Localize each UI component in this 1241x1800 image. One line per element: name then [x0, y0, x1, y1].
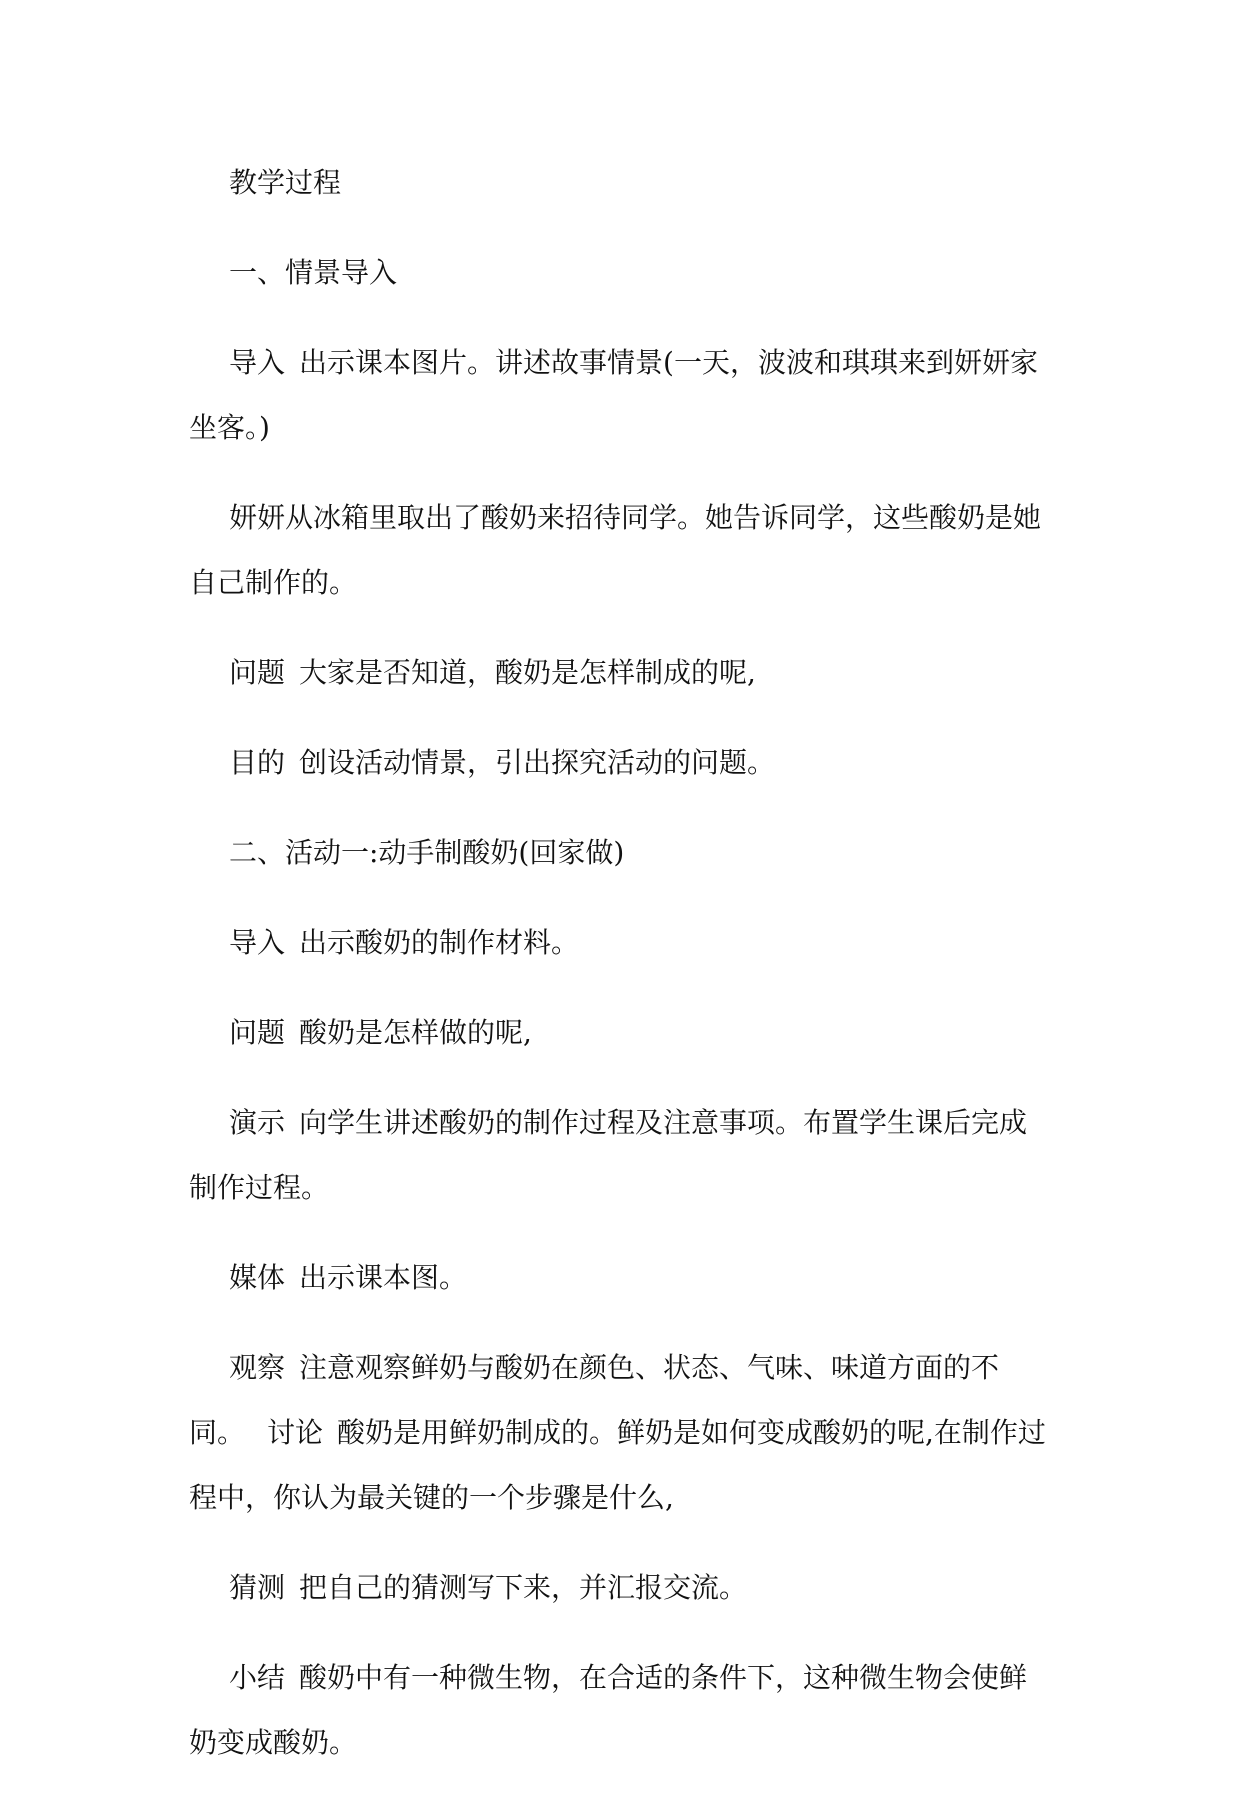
paragraph-text: 大家是否知道，酸奶是怎样制成的呢,: [299, 656, 756, 689]
paragraph-label: 导入: [229, 926, 286, 959]
paragraph-question-1: [189, 640, 1055, 705]
paragraph-text: 向学生讲述酸奶的制作过程及注意事项。布置学生课后完成制作过程。: [189, 1106, 1028, 1204]
paragraph-question-2: [189, 1000, 1055, 1065]
paragraph-label: 问题: [229, 656, 286, 689]
section-heading-2: 二、活动一:动手制酸奶(回家做): [229, 836, 625, 869]
paragraph-label: 问题: [229, 1016, 286, 1049]
paragraph-summary: [189, 1645, 1055, 1775]
paragraph-guess: [189, 1555, 1055, 1620]
paragraph-label: 演示: [229, 1106, 286, 1139]
paragraph-yanyan: 妍妍从冰箱里取出了酸奶来招待同学。她告诉同学，这些酸奶是她自己制作的。: [189, 501, 1042, 599]
paragraph-goal: [189, 730, 1055, 795]
paragraph-text: 把自己的猜测写下来，并汇报交流。: [299, 1571, 748, 1604]
paragraph-text: 出示课本图片。讲述故事情景(一天，波波和琪琪来到妍妍家坐客。): [189, 346, 1038, 444]
paragraph-label: 小结: [229, 1661, 286, 1694]
section-heading-1: 一、情景导入: [229, 256, 398, 289]
paragraph-text: 酸奶是用鲜奶制成的。鲜奶是如何变成酸奶的呢,在制作过程中，你认为最关键的一个步骤是什么,: [189, 1416, 1046, 1514]
paragraph-text: 出示酸奶的制作材料。: [299, 926, 580, 959]
paragraph-label: 导入: [229, 346, 286, 379]
document-title: 教学过程: [229, 166, 342, 199]
paragraph-label: 讨论: [267, 1416, 324, 1449]
paragraph-label: 目的: [229, 746, 286, 779]
paragraph-text: 酸奶是怎样做的呢,: [299, 1016, 532, 1049]
paragraph-label: 猜测: [229, 1571, 286, 1604]
paragraph-text: 注意观察鲜奶与酸奶在颜色、状态、气味、味道方面的不同。: [189, 1351, 1000, 1449]
paragraph-text: 创设活动情景，引出探究活动的问题。: [299, 746, 776, 779]
paragraph-text: 酸奶中有一种微生物，在合适的条件下，这种微生物会使鲜奶变成酸奶。: [189, 1661, 1028, 1759]
paragraph-label: 观察: [229, 1351, 286, 1384]
paragraph-intro: [189, 330, 1055, 460]
paragraph-label: 媒体: [229, 1261, 286, 1294]
paragraph-text: 出示课本图。: [299, 1261, 468, 1294]
paragraph-observe-discuss: [189, 1335, 1055, 1530]
paragraph-demo: [189, 1090, 1055, 1220]
paragraph-media: [189, 1245, 1055, 1310]
document-body: [189, 150, 1055, 1800]
paragraph-intro-2: [189, 910, 1055, 975]
